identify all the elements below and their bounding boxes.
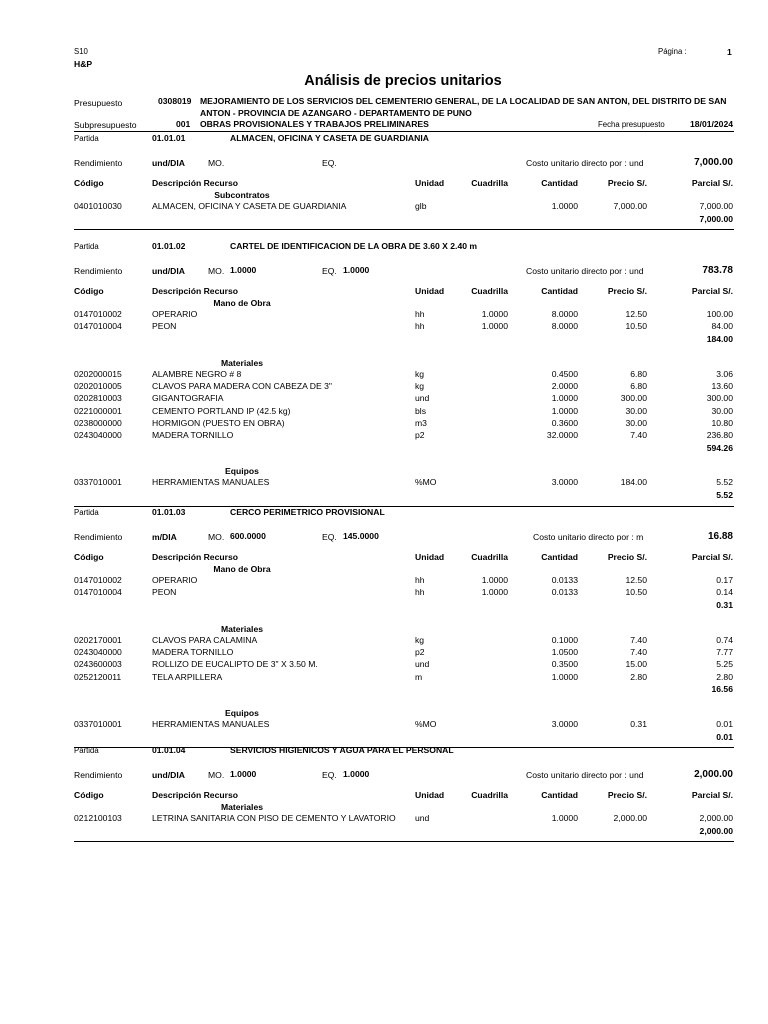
row-descripcion: HERRAMIENTAS MANUALES <box>152 718 270 729</box>
row-precio: 7.40 <box>630 430 647 441</box>
row-cantidad: 2.0000 <box>551 380 578 391</box>
row-cantidad: 0.0133 <box>551 575 578 585</box>
mo-label: MO. <box>208 532 225 542</box>
row-descripcion: ALAMBRE NEGRO # 8 <box>152 368 242 379</box>
mo-label: MO. <box>208 770 225 780</box>
row-cuadrilla: 1.0000 <box>481 587 508 598</box>
partida-code: 01.01.01 <box>152 133 186 143</box>
costo-unitario-value: 2,000.00 <box>694 769 733 780</box>
costo-unitario-label: Costo unitario directo por : und <box>526 770 644 780</box>
row-precio: 12.50 <box>625 309 647 319</box>
rendimiento-unit: und/DIA <box>152 158 185 168</box>
rendimiento-label: Rendimiento <box>74 532 123 542</box>
costo-unitario-value: 16.88 <box>707 531 733 542</box>
partida-label: Partida <box>74 508 99 517</box>
row-unidad: kg <box>415 368 425 379</box>
row-unidad: %MO <box>415 718 437 729</box>
page-number: 1 <box>727 47 732 57</box>
row-descripcion: GIGANTOGRAFIA <box>152 393 224 404</box>
row-parcial: 300.00 <box>706 393 733 404</box>
row-unidad: %MO <box>415 477 437 488</box>
rendimiento-label: Rendimiento <box>74 158 123 168</box>
row-descripcion: PEON <box>152 587 177 598</box>
row-precio: 2,000.00 <box>613 813 647 823</box>
presupuesto-code: 0308019 <box>158 96 192 106</box>
row-cantidad: 3.0000 <box>551 718 578 729</box>
group-subtotal: 184.00 <box>706 334 733 345</box>
row-precio: 30.00 <box>625 405 647 416</box>
row-codigo: 0147010002 <box>74 575 122 585</box>
col-cantidad-header: Cantidad <box>541 178 578 188</box>
row-precio: 10.50 <box>625 587 647 598</box>
group-label: Mano de Obra <box>213 564 271 574</box>
col-descripcion-header: Descripción Recurso <box>152 286 238 296</box>
subpresupuesto-label: Subpresupuesto <box>74 120 137 130</box>
row-descripcion: MADERA TORNILLO <box>152 646 234 657</box>
row-codigo: 0202810003 <box>74 393 122 404</box>
partida-code: 01.01.02 <box>152 241 186 251</box>
group-label: Mano de Obra <box>213 298 271 308</box>
row-unidad: und <box>415 813 430 823</box>
row-precio: 30.00 <box>625 417 647 428</box>
partida-label: Partida <box>74 134 99 143</box>
row-codigo: 0147010004 <box>74 587 122 598</box>
row-unidad: und <box>415 659 430 670</box>
row-cuadrilla: 1.0000 <box>481 321 508 332</box>
mo-label: MO. <box>208 266 225 276</box>
partida-name: CERCO PERIMETRICO PROVISIONAL <box>230 507 385 517</box>
row-parcial: 5.25 <box>716 659 733 670</box>
row-codigo: 0243040000 <box>74 646 122 657</box>
group-subtotal: 594.26 <box>706 442 733 453</box>
row-cantidad: 1.0000 <box>551 405 578 416</box>
row-cantidad: 3.0000 <box>551 477 578 488</box>
row-descripcion: TELA ARPILLERA <box>152 671 223 682</box>
row-descripcion: PEON <box>152 321 177 332</box>
subpresupuesto-code: 001 <box>176 119 191 129</box>
row-unidad: kg <box>415 380 425 391</box>
group-label: Materiales <box>220 623 264 634</box>
col-cantidad-header: Cantidad <box>541 552 578 562</box>
rendimiento-unit: und/DIA <box>152 266 185 276</box>
col-parcial-header: Parcial S/. <box>691 286 733 296</box>
row-parcial: 2,000.00 <box>699 813 733 823</box>
row-descripcion: OPERARIO <box>152 575 198 585</box>
partida-label: Partida <box>74 242 99 251</box>
row-cantidad: 0.3600 <box>551 417 578 428</box>
eq-value: 1.0000 <box>343 265 370 275</box>
row-descripcion: CEMENTO PORTLAND IP (42.5 kg) <box>152 405 291 416</box>
col-parcial-header: Parcial S/. <box>691 552 733 562</box>
row-unidad: und <box>415 393 430 404</box>
partida-code: 01.01.03 <box>152 507 186 517</box>
row-codigo: 0337010001 <box>74 718 122 729</box>
row-codigo: 0337010001 <box>74 477 122 488</box>
rendimiento-label: Rendimiento <box>74 266 123 276</box>
presupuesto-label: Presupuesto <box>74 98 123 108</box>
row-descripcion: OPERARIO <box>152 309 198 319</box>
group-subtotal: 16.56 <box>711 684 733 695</box>
col-unidad-header: Unidad <box>415 790 445 800</box>
row-precio: 6.80 <box>630 380 647 391</box>
row-cantidad: 0.3500 <box>551 659 578 670</box>
row-codigo: 0243040000 <box>74 430 122 441</box>
costo-unitario-label: Costo unitario directo por : m <box>533 532 644 542</box>
col-cuadrilla-header: Cuadrilla <box>471 552 508 562</box>
row-codigo: 0202170001 <box>74 634 122 645</box>
row-unidad: hh <box>415 309 425 319</box>
col-descripcion-header: Descripción Recurso <box>152 552 238 562</box>
col-precio-header: Precio S/. <box>607 178 647 188</box>
costo-unitario-label: Costo unitario directo por : und <box>526 158 644 168</box>
costo-unitario-value: 7,000.00 <box>694 157 733 168</box>
rendimiento-unit: und/DIA <box>152 770 185 780</box>
row-cantidad: 0.4500 <box>551 368 578 379</box>
row-parcial: 3.06 <box>716 368 733 379</box>
col-cantidad-header: Cantidad <box>541 790 578 800</box>
rendimiento-label: Rendimiento <box>74 770 123 780</box>
row-precio: 7,000.00 <box>613 201 647 211</box>
row-codigo: 0238000000 <box>74 417 122 428</box>
eq-label: EQ. <box>322 266 337 276</box>
row-unidad: hh <box>415 575 425 585</box>
row-codigo: 0147010004 <box>74 321 122 332</box>
row-parcial: 2.80 <box>716 671 733 682</box>
mo-value: 600.0000 <box>230 531 266 541</box>
eq-label: EQ. <box>322 158 337 168</box>
row-precio: 7.40 <box>630 646 647 657</box>
row-cantidad: 0.0133 <box>551 587 578 598</box>
eq-value: 1.0000 <box>343 769 370 779</box>
row-precio: 2.80 <box>630 671 647 682</box>
col-cuadrilla-header: Cuadrilla <box>471 790 508 800</box>
row-unidad: p2 <box>415 646 425 657</box>
col-cuadrilla-header: Cuadrilla <box>471 178 508 188</box>
row-parcial: 0.01 <box>716 718 733 729</box>
mo-value: 1.0000 <box>230 769 257 779</box>
costo-unitario-label: Costo unitario directo por : und <box>526 266 644 276</box>
eq-value: 145.0000 <box>343 531 379 541</box>
row-cantidad: 1.0000 <box>551 393 578 404</box>
group-label: Materiales <box>220 357 264 368</box>
partida-code: 01.01.04 <box>152 745 186 755</box>
row-parcial: 10.80 <box>711 417 733 428</box>
row-codigo: 0221000001 <box>74 405 122 416</box>
group-label: Materiales <box>220 802 264 812</box>
row-precio: 0.31 <box>630 718 647 729</box>
row-codigo: 0243600003 <box>74 659 122 670</box>
partida-divider <box>74 841 734 842</box>
row-cantidad: 1.0000 <box>551 201 578 211</box>
row-unidad: kg <box>415 634 425 645</box>
costo-unitario-value: 783.78 <box>702 265 733 276</box>
row-unidad: p2 <box>415 430 425 441</box>
row-codigo: 0401010030 <box>74 201 122 211</box>
col-descripcion-header: Descripción Recurso <box>152 790 238 800</box>
col-parcial-header: Parcial S/. <box>691 790 733 800</box>
company-name: H&P <box>74 59 93 69</box>
presupuesto-description-line2: ANTON - PROVINCIA DE AZANGARO - DEPARTAMENTO DE PUNO <box>200 108 472 118</box>
row-cantidad: 1.0000 <box>551 671 578 682</box>
row-precio: 300.00 <box>620 393 647 404</box>
group-subtotal: 2,000.00 <box>699 825 733 836</box>
row-parcial: 0.17 <box>716 575 733 585</box>
row-codigo: 0147010002 <box>74 309 122 319</box>
row-precio: 12.50 <box>625 575 647 585</box>
row-codigo: 0252120011 <box>74 671 122 682</box>
row-precio: 10.50 <box>625 321 647 332</box>
group-subtotal: 5.52 <box>716 490 733 501</box>
row-parcial: 13.60 <box>711 380 733 391</box>
row-descripcion: ROLLIZO DE EUCALIPTO DE 3" X 3.50 M. <box>152 659 318 670</box>
row-codigo: 0202010005 <box>74 380 122 391</box>
row-descripcion: HERRAMIENTAS MANUALES <box>152 477 270 488</box>
col-precio-header: Precio S/. <box>607 790 647 800</box>
row-parcial: 236.80 <box>706 430 733 441</box>
row-parcial: 0.74 <box>716 634 733 645</box>
row-descripcion: CLAVOS PARA MADERA CON CABEZA DE 3" <box>152 380 332 391</box>
row-parcial: 100.00 <box>706 309 733 319</box>
group-subtotal: 0.31 <box>716 600 733 611</box>
row-codigo: 0202000015 <box>74 368 122 379</box>
row-descripcion: ALMACEN, OFICINA Y CASETA DE GUARDIANIA <box>152 201 347 211</box>
row-parcial: 30.00 <box>711 405 733 416</box>
rendimiento-unit: m/DIA <box>152 532 177 542</box>
row-precio: 6.80 <box>630 368 647 379</box>
col-precio-header: Precio S/. <box>607 552 647 562</box>
row-parcial: 7,000.00 <box>699 201 733 211</box>
row-cantidad: 1.0500 <box>551 646 578 657</box>
fecha-value: 18/01/2024 <box>690 119 734 129</box>
row-unidad: hh <box>415 587 425 598</box>
row-descripcion: LETRINA SANITARIA CON PISO DE CEMENTO Y LAVATORIO <box>152 813 396 823</box>
row-cantidad: 1.0000 <box>551 813 578 823</box>
group-label: Equipos <box>225 466 259 477</box>
col-unidad-header: Unidad <box>415 552 445 562</box>
col-cuadrilla-header: Cuadrilla <box>471 286 508 296</box>
eq-label: EQ. <box>322 770 337 780</box>
partida-name: CARTEL DE IDENTIFICACION DE LA OBRA DE 3.60 X 2.40 m <box>230 241 478 251</box>
mo-value: 1.0000 <box>230 265 257 275</box>
row-cuadrilla: 1.0000 <box>481 309 508 319</box>
col-descripcion-header: Descripción Recurso <box>152 178 238 188</box>
page-label: Página : <box>658 47 687 56</box>
col-codigo-header: Código <box>74 286 104 296</box>
row-parcial: 84.00 <box>711 321 733 332</box>
col-parcial-header: Parcial S/. <box>691 178 733 188</box>
row-precio: 184.00 <box>620 477 647 488</box>
partida-name: SERVICIOS HIGIENICOS Y AGUA PARA EL PERSONAL <box>230 745 454 755</box>
col-precio-header: Precio S/. <box>607 286 647 296</box>
row-parcial: 0.14 <box>716 587 733 598</box>
row-codigo: 0212100103 <box>74 813 122 823</box>
col-codigo-header: Código <box>74 178 104 188</box>
group-subtotal: 0.01 <box>716 731 733 742</box>
col-cantidad-header: Cantidad <box>541 286 578 296</box>
row-descripcion: HORMIGON (PUESTO EN OBRA) <box>152 417 285 428</box>
group-label: Subcontratos <box>214 190 270 200</box>
row-cantidad: 8.0000 <box>551 321 578 332</box>
col-codigo-header: Código <box>74 552 104 562</box>
system-label: S10 <box>74 47 88 56</box>
presupuesto-description: MEJORAMIENTO DE LOS SERVICIOS DEL CEMENTERIO GENERAL, DE LA LOCALIDAD DE SAN ANTON, DEL DISTRITO DE SAN <box>200 96 727 106</box>
group-subtotal: 7,000.00 <box>699 213 733 224</box>
row-cantidad: 32.0000 <box>546 430 578 441</box>
col-codigo-header: Código <box>74 790 104 800</box>
col-unidad-header: Unidad <box>415 286 445 296</box>
eq-label: EQ. <box>322 532 337 542</box>
header-divider <box>74 131 734 132</box>
row-parcial: 5.52 <box>716 477 733 488</box>
row-unidad: bls <box>415 405 426 416</box>
partida-divider <box>74 229 734 230</box>
row-unidad: hh <box>415 321 425 332</box>
row-precio: 7.40 <box>630 634 647 645</box>
partida-label: Partida <box>74 746 99 755</box>
row-unidad: m <box>415 671 423 682</box>
group-label: Equipos <box>225 707 259 718</box>
page-title: Análisis de precios unitarios <box>304 73 502 89</box>
row-unidad: m3 <box>415 417 427 428</box>
fecha-label: Fecha presupuesto <box>598 120 665 129</box>
row-precio: 15.00 <box>625 659 647 670</box>
row-parcial: 7.77 <box>716 646 733 657</box>
partida-name: ALMACEN, OFICINA Y CASETA DE GUARDIANIA <box>230 133 429 143</box>
row-cuadrilla: 1.0000 <box>481 575 508 585</box>
row-descripcion: MADERA TORNILLO <box>152 430 234 441</box>
subpresupuesto-description: OBRAS PROVISIONALES Y TRABAJOS PRELIMINARES <box>200 119 429 129</box>
row-cantidad: 8.0000 <box>551 309 578 319</box>
row-cantidad: 0.1000 <box>551 634 578 645</box>
row-unidad: glb <box>415 201 427 211</box>
mo-label: MO. <box>208 158 225 168</box>
col-unidad-header: Unidad <box>415 178 445 188</box>
row-descripcion: CLAVOS PARA CALAMINA <box>152 634 258 645</box>
